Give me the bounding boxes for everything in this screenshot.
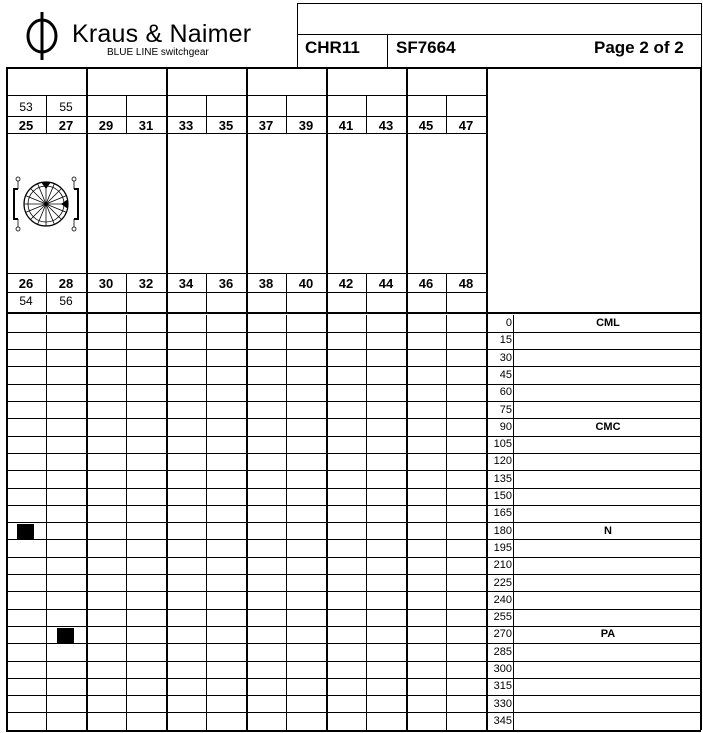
terminal-label-29: 29 xyxy=(98,118,114,133)
position-angle: 0 xyxy=(505,317,512,329)
position-angle: 30 xyxy=(499,352,512,364)
terminal-label-40: 40 xyxy=(298,276,314,291)
grid-line xyxy=(6,133,486,134)
brand-tagline: BLUE LINE switchgear xyxy=(107,47,209,58)
terminal-label-53: 53 xyxy=(19,100,33,114)
position-angle: 90 xyxy=(499,421,512,433)
position-angle: 150 xyxy=(493,490,512,502)
terminal-label-39: 39 xyxy=(298,118,314,133)
position-label: N xyxy=(604,525,612,537)
position-angle: 75 xyxy=(499,404,512,416)
position-angle: 105 xyxy=(493,438,512,450)
position-angle: 210 xyxy=(493,559,512,571)
position-angle: 285 xyxy=(493,646,512,658)
grid-line xyxy=(6,591,701,592)
grid-line xyxy=(6,678,701,679)
position-angle: 255 xyxy=(493,611,512,623)
position-label: PA xyxy=(600,628,616,640)
position-angle: 45 xyxy=(499,369,512,381)
terminal-label-36: 36 xyxy=(218,276,234,291)
grid-line xyxy=(6,384,701,385)
grid-line xyxy=(6,332,701,333)
position-angle: 270 xyxy=(493,628,512,640)
grid-line xyxy=(406,67,408,730)
grid-line xyxy=(6,116,486,117)
grid-line xyxy=(6,661,701,662)
grid-line xyxy=(6,539,701,540)
grid-line xyxy=(6,488,701,489)
terminal-label-48: 48 xyxy=(458,276,474,291)
grid-line xyxy=(6,453,701,454)
grid-line xyxy=(326,67,328,730)
terminal-label-41: 41 xyxy=(338,118,354,133)
position-angle: 195 xyxy=(493,542,512,554)
position-angle: 225 xyxy=(493,577,512,589)
grid-line xyxy=(6,730,701,731)
brand-name: Kraus & Naimer xyxy=(72,20,252,48)
terminal-label-45: 45 xyxy=(418,118,434,133)
grid-line xyxy=(6,366,701,367)
terminal-label-54: 54 xyxy=(19,294,33,308)
grid-line xyxy=(6,609,701,610)
terminal-label-31: 31 xyxy=(138,118,154,133)
terminal-label-35: 35 xyxy=(218,118,234,133)
kraus-naimer-logo-icon xyxy=(16,8,70,64)
grid-line xyxy=(6,67,8,730)
terminal-label-26: 26 xyxy=(18,276,34,291)
closed-contact-mark xyxy=(17,524,34,539)
grid-line xyxy=(6,643,701,644)
grid-line xyxy=(6,557,701,558)
terminal-label-27: 27 xyxy=(58,118,74,133)
terminal-label-25: 25 xyxy=(18,118,34,133)
terminal-label-32: 32 xyxy=(138,276,154,291)
position-angle: 315 xyxy=(493,680,512,692)
grid-line xyxy=(6,67,701,69)
terminal-label-42: 42 xyxy=(338,276,354,291)
terminal-label-44: 44 xyxy=(378,276,394,291)
grid-line xyxy=(6,505,701,506)
grid-line xyxy=(6,273,486,274)
terminal-label-46: 46 xyxy=(418,276,434,291)
position-angle: 60 xyxy=(499,386,512,398)
position-angle: 330 xyxy=(493,698,512,710)
grid-line xyxy=(6,695,701,696)
terminal-label-56: 56 xyxy=(59,294,73,308)
page-number: Page 2 of 2 xyxy=(594,38,684,57)
terminal-label-55: 55 xyxy=(59,100,73,114)
grid-line xyxy=(6,312,701,314)
terminal-label-34: 34 xyxy=(178,276,194,291)
grid-line xyxy=(6,470,701,471)
grid-line xyxy=(6,436,701,437)
grid-line xyxy=(6,401,701,402)
grid-line xyxy=(6,349,701,350)
position-angle: 15 xyxy=(499,334,512,346)
grid-line xyxy=(6,292,486,293)
position-label: CMC xyxy=(595,421,621,433)
position-angle: 240 xyxy=(493,594,512,606)
drawing-code: SF7664 xyxy=(396,38,456,57)
grid-line xyxy=(86,67,88,730)
position-angle: 180 xyxy=(493,525,512,537)
position-angle: 120 xyxy=(493,455,512,467)
terminal-label-33: 33 xyxy=(178,118,194,133)
position-angle: 165 xyxy=(493,507,512,519)
grid-line xyxy=(6,418,701,419)
terminal-label-37: 37 xyxy=(258,118,274,133)
terminal-label-47: 47 xyxy=(458,118,474,133)
closed-contact-mark xyxy=(57,628,74,643)
grid-line xyxy=(6,712,701,713)
position-angle: 135 xyxy=(493,473,512,485)
rotary-switch-symbol-icon xyxy=(8,172,84,236)
terminal-label-43: 43 xyxy=(378,118,394,133)
position-angle: 300 xyxy=(493,663,512,675)
grid-line xyxy=(6,574,701,575)
grid-line xyxy=(166,67,168,730)
model-number: CHR11 xyxy=(305,38,360,57)
grid-line xyxy=(6,522,701,523)
position-angle: 345 xyxy=(493,715,512,727)
terminal-label-30: 30 xyxy=(98,276,114,291)
grid-line xyxy=(6,626,701,627)
terminal-label-38: 38 xyxy=(258,276,274,291)
grid-line xyxy=(513,315,514,730)
grid-line xyxy=(246,67,248,730)
terminal-label-28: 28 xyxy=(58,276,74,291)
position-label: CML xyxy=(596,317,620,329)
